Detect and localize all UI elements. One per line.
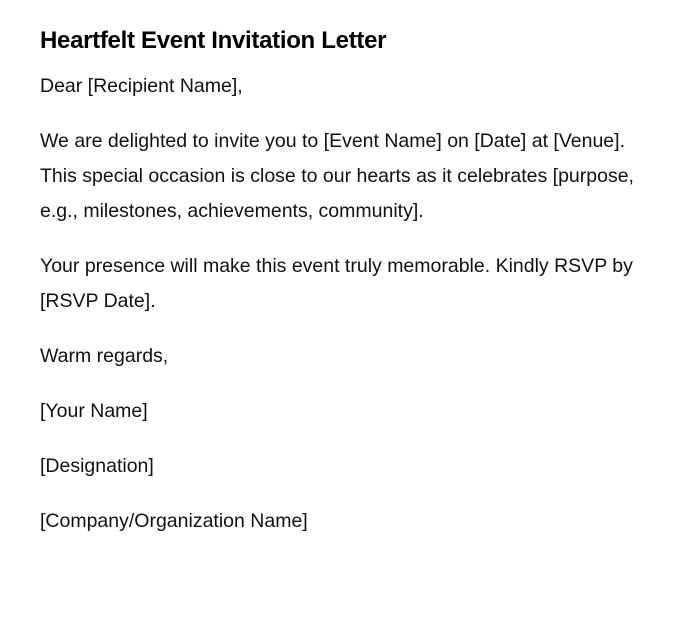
signature-name: [Your Name] xyxy=(40,400,148,422)
signature-organization: [Company/Organization Name] xyxy=(40,510,308,532)
letter-paragraph-rsvp: Your presence will make this event truly memorable. Kindly RSVP by [RSVP Date]. xyxy=(40,255,633,312)
invitation-letter xyxy=(40,24,640,539)
letter-closing: Warm regards, xyxy=(40,345,169,367)
signature-designation: [Designation] xyxy=(40,455,154,477)
letter-greeting: Dear [Recipient Name], xyxy=(40,75,243,97)
letter-paragraph-invitation: We are delighted to invite you to [Event Name] on [Date] at [Venue]. This special occasion is close to our hearts as it celebrates [purpose, e.g., milestones, achievements, community]. xyxy=(40,130,634,222)
letter-title: Heartfelt Event Invitation Letter xyxy=(40,27,387,54)
